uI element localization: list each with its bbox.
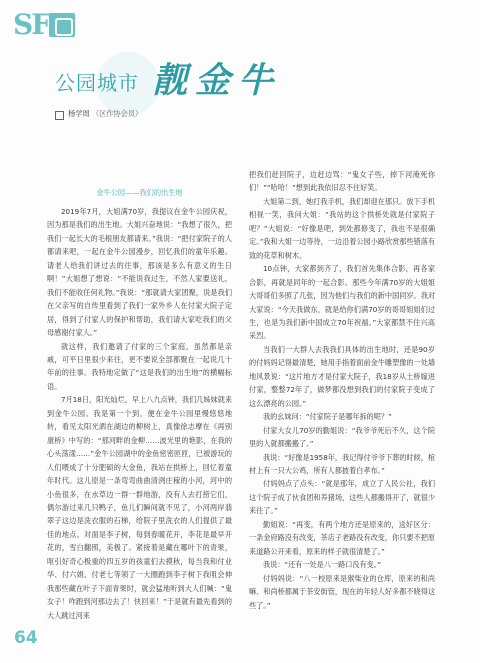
left-column <box>47 205 232 622</box>
byline-author: 杨学周 <box>68 109 90 118</box>
section-heading: 金牛公园——我们的出生地 <box>96 188 183 197</box>
left-paragraph-1: 2019年7月，大姐满70岁，我提议在金牛公园庆祝，因为那是我们的出生地。大姐兴奋地说：“我想了很久，把我们一起长大的毛根朋友都请来。”我说：“把付家院子的人都请来吧，一起在金牛公园漫步，回忆我们的童年乐趣。请老人给我们讲过去的往事，那该是多么有意义的生日啊！”大姐想了想说：“不能说我过生，不然人家要送礼，我们不能收任何礼物。”我说：“那就请大家团聚，说是我们在父亲写的自传里看到了我们一家外乡人在付家大院子定居，得到了付家人的保护和帮助，我们请大家吃我们的父母感谢付家人。” <box>47 207 232 338</box>
right-paragraph-3: 10点钟，大家都到齐了，我们首先集体合影，再各家合影，再就是同年的一起合影。那些今年满70岁的大姐姐大哥哥们多照了几张，因为他们与我们的新中国同岁。我对大家说：“今天我做东，就是给你们满70岁的哥哥姐姐们过生，也是为我们新中国成立70年祝福。”大家都禁不住兴高采烈。 <box>249 264 435 341</box>
byline-affiliation: （区作协会员） <box>91 109 143 118</box>
byline-square-icon <box>55 111 64 120</box>
right-paragraph-1: 把我们赶回院子，边赶边骂：“鬼女子些，掉下河淹死你们！”“哈哈！”想到此我依旧忍不住好笑。 <box>249 170 435 193</box>
right-paragraph-4: 当我们一大群人去我我们具体的出生地时，还是90岁的付妈妈记得最清楚，她用手指着面前金牛雕塑像的一处墙地风景说：“这片地方才是付家大院子，我18岁从土桥嫁进付家，整整72年了，做梦都没想到我们的付家院子变成了这么漂亮的公园。” <box>249 344 435 408</box>
right-paragraph-11: 付妈妈说：“八一校原来是猴柴业的仓库，原来的和尚嘛、和尚桥都属于茶安街管，现在的年轻人好多都不晓得这些了。” <box>249 573 435 610</box>
right-paragraph-9: 勤姐说：“再变，有两个地方还是原来的，送好区分：一条金府路没有改变，茶店子老路没有改变，你只要不把原来道路公开来看，原来的样子就很清楚了。” <box>249 519 435 556</box>
article-title: 公园城市 <box>55 71 139 95</box>
right-column <box>249 168 435 612</box>
right-paragraph-7: 我说：“好像是1958年，我记得付爷爷下葬的时候，棺材上有一只大公鸡，所有人都披着白孝布。” <box>249 452 435 475</box>
left-paragraph-3: 7月18日，阳光灿烂，早上八九点钟，我们几姊妹就来到金牛公园。我是第一个到，便在金牛公园里慢悠悠地转，看见太阳光洒在湖边的柳树上，真像徐志摩在《再别康桥》中写的：“那河畔的金柳……波光里的艳影，在我的心头荡漾……”金牛公园湖中的金鱼密密匝匝，已被游玩的人们喂成了十分肥硕的大金鱼，我站在拱桥上，回忆着童年时代。这儿原是一条弯弯曲曲清洌庄稼的小河，河中的小鱼很多，在水草边一群一群地游，没有人去打捞它们，偶尔游过来几只鸭子，鱼儿们瞬间就不见了，小河两岸翡翠子这边是洗衣服的石梯，给院子里洗衣的人们提供了最佳的地点。对面是李子树，每到春暖花开，李花是最早开花的，雪白翻照，美极了。紧接着是藏在哪叶下的青果，呕引好奇心极重的四五岁的孩童们去摸秋，每当我和付业华、付六娟、付老七等领了一大圈跑到李子树下我咀会伸我那些藏在叶子下面青果时，就会猛地听到大人们喊：“鬼女子！咋跑到河那边去了！快回来！”于是就有最先看到的大人跳过河来 <box>47 395 232 620</box>
right-paragraph-6: 付家大女儿70岁的勤姐说：“我爷爷死后不久，这个院里的人就都搬搬了。” <box>249 425 435 449</box>
square-seal-icon <box>49 13 75 37</box>
right-paragraph-5: 我的幺妹问：“付家院子是哪年拆的呢？” <box>263 412 392 422</box>
masthead-letters: SF <box>13 8 50 41</box>
page-number: 64 <box>14 628 38 648</box>
left-paragraph-2: 就这样，我们邀请了付家的三个家庭，虽然都是亲戚，可平日里很少来往，更不要说全部都聚在一起说几十年前的往事。我特地定做了“这是我们的出生地”的横幅标语。 <box>47 341 232 391</box>
byline <box>68 108 142 120</box>
article-title-calligraphy: 靓金牛 <box>152 60 282 101</box>
right-paragraph-2: 大姐第二到，她打我手机，我们却迎在那只。放下手机相视一笑，我问大姐：“我站的这个拱桥处就是付家院子吧？”大姐说：“好像是吧，到处都修变了，我也不是很确定。”我和大姐一边等待，一边沿着公园小路欣赏那些错落有致的花草和树木。 <box>249 196 435 260</box>
right-paragraph-8: 付妈妈点了点头：“就是那年，成立了人民公社，我们这个院子成了伙食团和养猪场，这些人都搬得开了，就很少来往了。” <box>249 479 435 516</box>
right-paragraph-10: 我说：“还有一处是八一路口没有变。” <box>263 560 382 570</box>
masthead-logo <box>13 10 113 40</box>
